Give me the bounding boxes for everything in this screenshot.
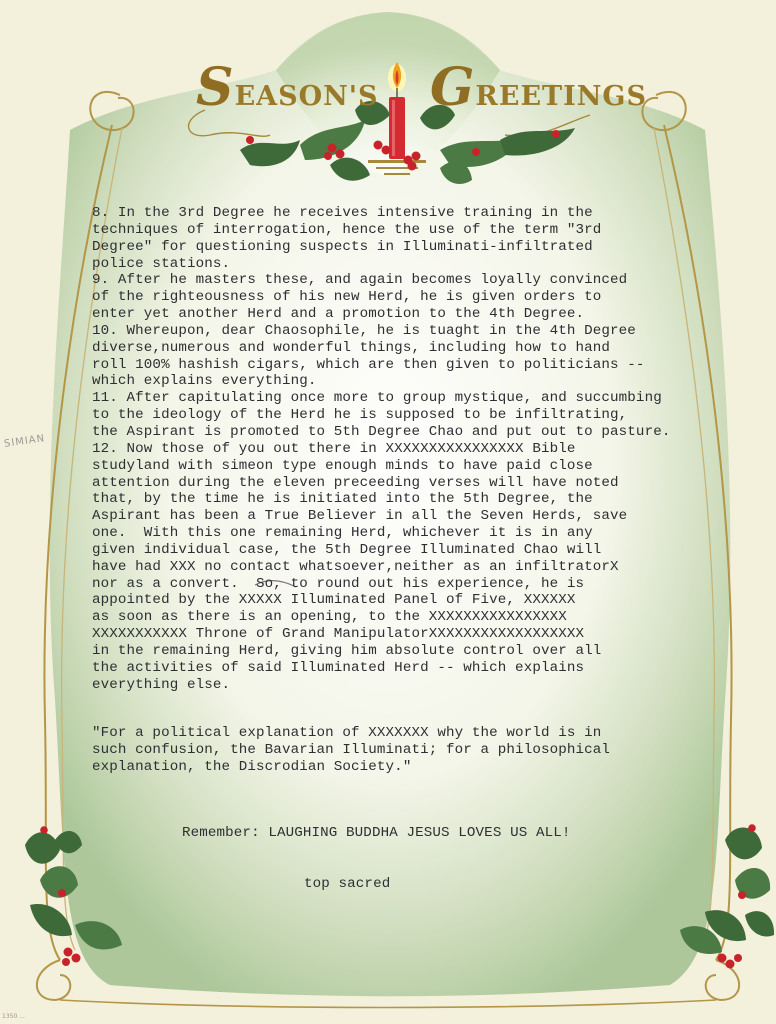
text-line: police stations. xyxy=(92,255,231,272)
text-line: attention during the eleven preceeding verses will have noted xyxy=(92,474,619,491)
text-line: 10. Whereupon, dear Chaosophile, he is tuaght in the 4th Degree xyxy=(92,322,636,339)
text-line: 8. In the 3rd Degree he receives intensive training in the xyxy=(92,205,593,221)
printer-mark: 1350 ... xyxy=(2,1013,25,1020)
text-line: 12. Now those of you out there in XXXXXXXXXXXXXXXX Bible xyxy=(92,440,576,457)
text-line: the Aspirant is promoted to 5th Degree Chao and put out to pasture. xyxy=(92,423,671,440)
text-line: given individual case, the 5th Degree Illuminated Chao will xyxy=(92,541,602,558)
text-line: of the righteousness of his new Herd, he is given orders to xyxy=(92,289,602,306)
text-line: to the ideology of the Herd he is supposed to be infiltrating, xyxy=(92,407,628,424)
text-line: have had XXX no contact whatsoever,neither as an infiltratorX xyxy=(92,558,619,575)
text-line: Aspirant has been a True Believer in all the Seven Herds, save xyxy=(92,508,628,525)
footer-text: top sacred xyxy=(304,876,391,892)
text-line: enter yet another Herd and a promotion to the 4th Degree. xyxy=(92,306,585,323)
text-line: one. With this one remaining Herd, whichever it is in any xyxy=(92,525,593,542)
text-line: explanation, the Discrodian Society." xyxy=(92,758,412,775)
text-line: studyland with simeon type enough minds to have paid close xyxy=(92,457,593,474)
greeting-greetings xyxy=(430,57,647,118)
greeting-initial-s: S xyxy=(196,57,235,118)
remember-line: Remember: LAUGHING BUDDHA JESUS LOVES US ALL! xyxy=(182,825,571,841)
greeting-initial-g: G xyxy=(430,57,476,118)
text-line: Degree" for questioning suspects in Illuminati-infiltrated xyxy=(92,238,593,255)
text-line: in the remaining Herd, giving him absolute control over all xyxy=(92,642,602,659)
text-line: roll 100% hashish cigars, which are then given to politicians -- xyxy=(92,356,645,373)
text-line: XXXXXXXXXXX Throne of Grand ManipulatorXXXXXXXXXXXXXXXXXX xyxy=(92,626,585,643)
text-line: everything else. xyxy=(92,676,231,693)
margin-note: SIMIAN xyxy=(3,433,46,450)
greeting-word-greetings: REETINGS xyxy=(475,81,647,112)
text-line: such confusion, the Bavarian Illuminati; for a philosophical xyxy=(92,741,611,758)
greeting-word-seasons: EASON'S xyxy=(234,81,379,112)
text-line: nor as a convert. So, to round out his experience, he is xyxy=(92,575,585,592)
text-line: as soon as there is an opening, to the XXXXXXXXXXXXXXXX xyxy=(92,609,567,626)
text-line: that, by the time he is initiated into the 5th Degree, the xyxy=(92,491,593,508)
text-line: appointed by the XXXXX Illuminated Panel of Five, XXXXXX xyxy=(92,592,576,609)
text-line: diverse,numerous and wonderful things, including how to hand xyxy=(92,339,611,356)
text-line: the activities of said Illuminated Herd -- which explains xyxy=(92,659,585,676)
quote-text xyxy=(92,725,610,776)
bottom-scroll xyxy=(60,1000,716,1008)
greeting-seasons xyxy=(196,57,379,118)
text-line: which explains everything. xyxy=(92,373,317,390)
text-line: 9. After he masters these, and again becomes loyally convinced xyxy=(92,272,628,289)
text-line: "For a political explanation of XXXXXXX why the world is in xyxy=(92,725,602,741)
text-line: techniques of interrogation, hence the use of the term "3rd xyxy=(92,221,602,238)
body-text xyxy=(92,205,670,693)
text-line: 11. After capitulating once more to group mystique, and succumbing xyxy=(92,390,662,407)
